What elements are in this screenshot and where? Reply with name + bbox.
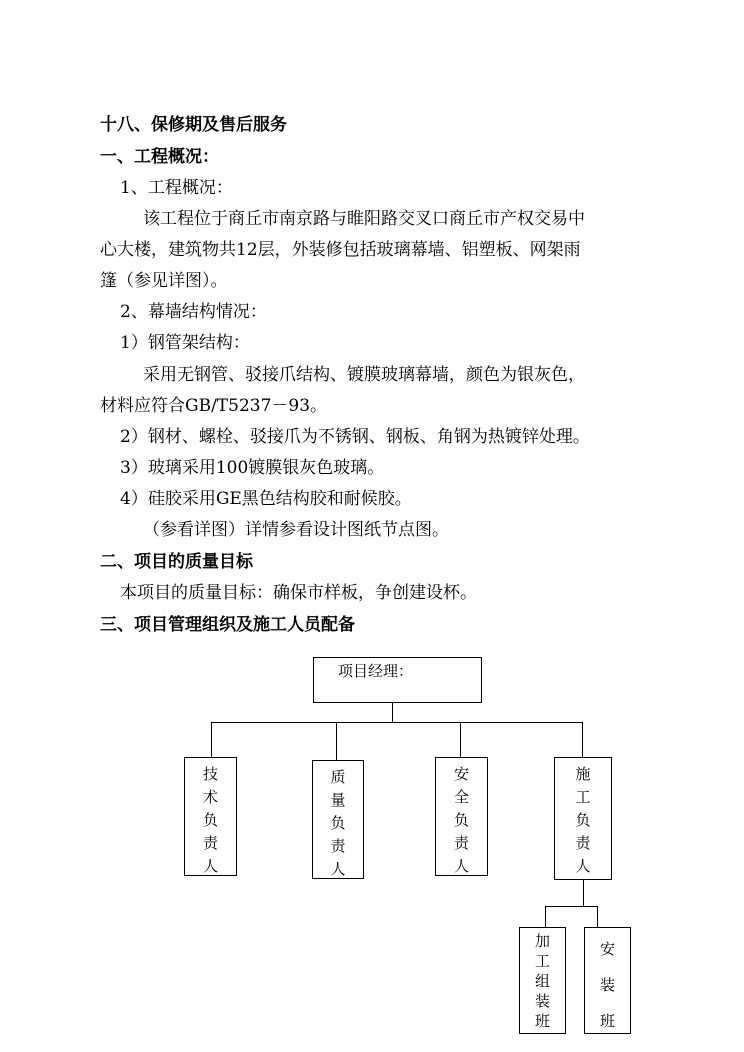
- paragraph-line: 材料应符合GB/T5237－93。: [100, 396, 328, 416]
- box-char: 技: [202, 765, 218, 783]
- box-char: 班: [534, 1012, 550, 1030]
- connector-line: [460, 722, 461, 757]
- list-item: 2）钢材、螺栓、驳接爪为不锈钢、钢板、角钢为热镀锌处理。: [120, 427, 590, 447]
- section1-title: 一、工程概况：: [100, 147, 219, 167]
- connector-line: [545, 906, 598, 907]
- paragraph-line: 篷（参见详图）。: [100, 271, 228, 291]
- box-char: 工: [534, 952, 550, 970]
- main-heading: 十八、保修期及售后服务: [100, 115, 287, 135]
- org-box-construction: [554, 757, 612, 880]
- box-char: 装: [599, 976, 615, 994]
- box-char: 安: [453, 765, 469, 783]
- box-char: 责: [330, 837, 346, 855]
- list-item: 4）硅胶采用GE黑色结构胶和耐候胶。: [120, 489, 412, 509]
- section2-title: 二、项目的质量目标: [100, 552, 253, 572]
- paragraph-line: 该工程位于商丘市南京路与睢阳路交叉口商丘市产权交易中: [143, 209, 585, 229]
- org-box-manager: [313, 657, 482, 703]
- item-steel-frame: 1）钢管架结构：: [120, 333, 250, 353]
- connector-line: [583, 880, 584, 906]
- box-char: 责: [453, 834, 469, 852]
- connector-line: [211, 722, 582, 723]
- box-char: 班: [599, 1012, 615, 1030]
- box-char: 人: [202, 857, 218, 875]
- paragraph-line: 心大楼，建筑物共12层，外装修包括玻璃幕墙、铝塑板、网架雨: [100, 240, 581, 260]
- subsection-overview: 1、工程概况：: [120, 178, 233, 198]
- org-box-tech: [184, 757, 237, 876]
- connector-line: [336, 722, 337, 760]
- box-char: 术: [202, 788, 218, 806]
- box-char: 负: [330, 814, 346, 832]
- org-box-install: [584, 927, 631, 1034]
- box-char: 工: [575, 788, 591, 806]
- box-char: 加: [534, 932, 550, 950]
- manager-label: 项目经理：: [338, 662, 414, 680]
- box-char: 施: [575, 765, 591, 783]
- box-char: 安: [599, 940, 615, 958]
- box-char: 全: [453, 788, 469, 806]
- box-char: 责: [575, 834, 591, 852]
- box-char: 责: [202, 834, 218, 852]
- org-box-safety: [435, 757, 488, 876]
- quality-goal-text: 本项目的质量目标：确保市样板，争创建设杯。: [120, 583, 477, 603]
- box-char: 装: [534, 992, 550, 1010]
- org-box-processing: [519, 927, 566, 1034]
- subsection-structure: 2、幕墙结构情况：: [120, 302, 267, 322]
- box-char: 负: [202, 811, 218, 829]
- box-char: 负: [453, 811, 469, 829]
- section3-title: 三、项目管理组织及施工人员配备: [100, 615, 355, 635]
- connector-line: [545, 906, 546, 927]
- box-char: 人: [330, 860, 346, 878]
- list-item: 3）玻璃采用100镀膜银灰色玻璃。: [120, 458, 385, 478]
- box-char: 人: [453, 857, 469, 875]
- connector-line: [211, 722, 212, 757]
- connector-line: [597, 906, 598, 927]
- connector-line: [392, 703, 393, 722]
- box-char: 质: [330, 768, 346, 786]
- connector-line: [582, 722, 583, 757]
- note-line: （参看详图）详情参看设计图纸节点图。: [143, 520, 449, 540]
- paragraph-line: 采用无钢管、驳接爪结构、镀膜玻璃幕墙，颜色为银灰色，: [143, 365, 585, 385]
- box-char: 人: [575, 857, 591, 875]
- org-box-quality: [312, 760, 364, 879]
- box-char: 负: [575, 811, 591, 829]
- box-char: 组: [534, 972, 550, 990]
- box-char: 量: [330, 791, 346, 809]
